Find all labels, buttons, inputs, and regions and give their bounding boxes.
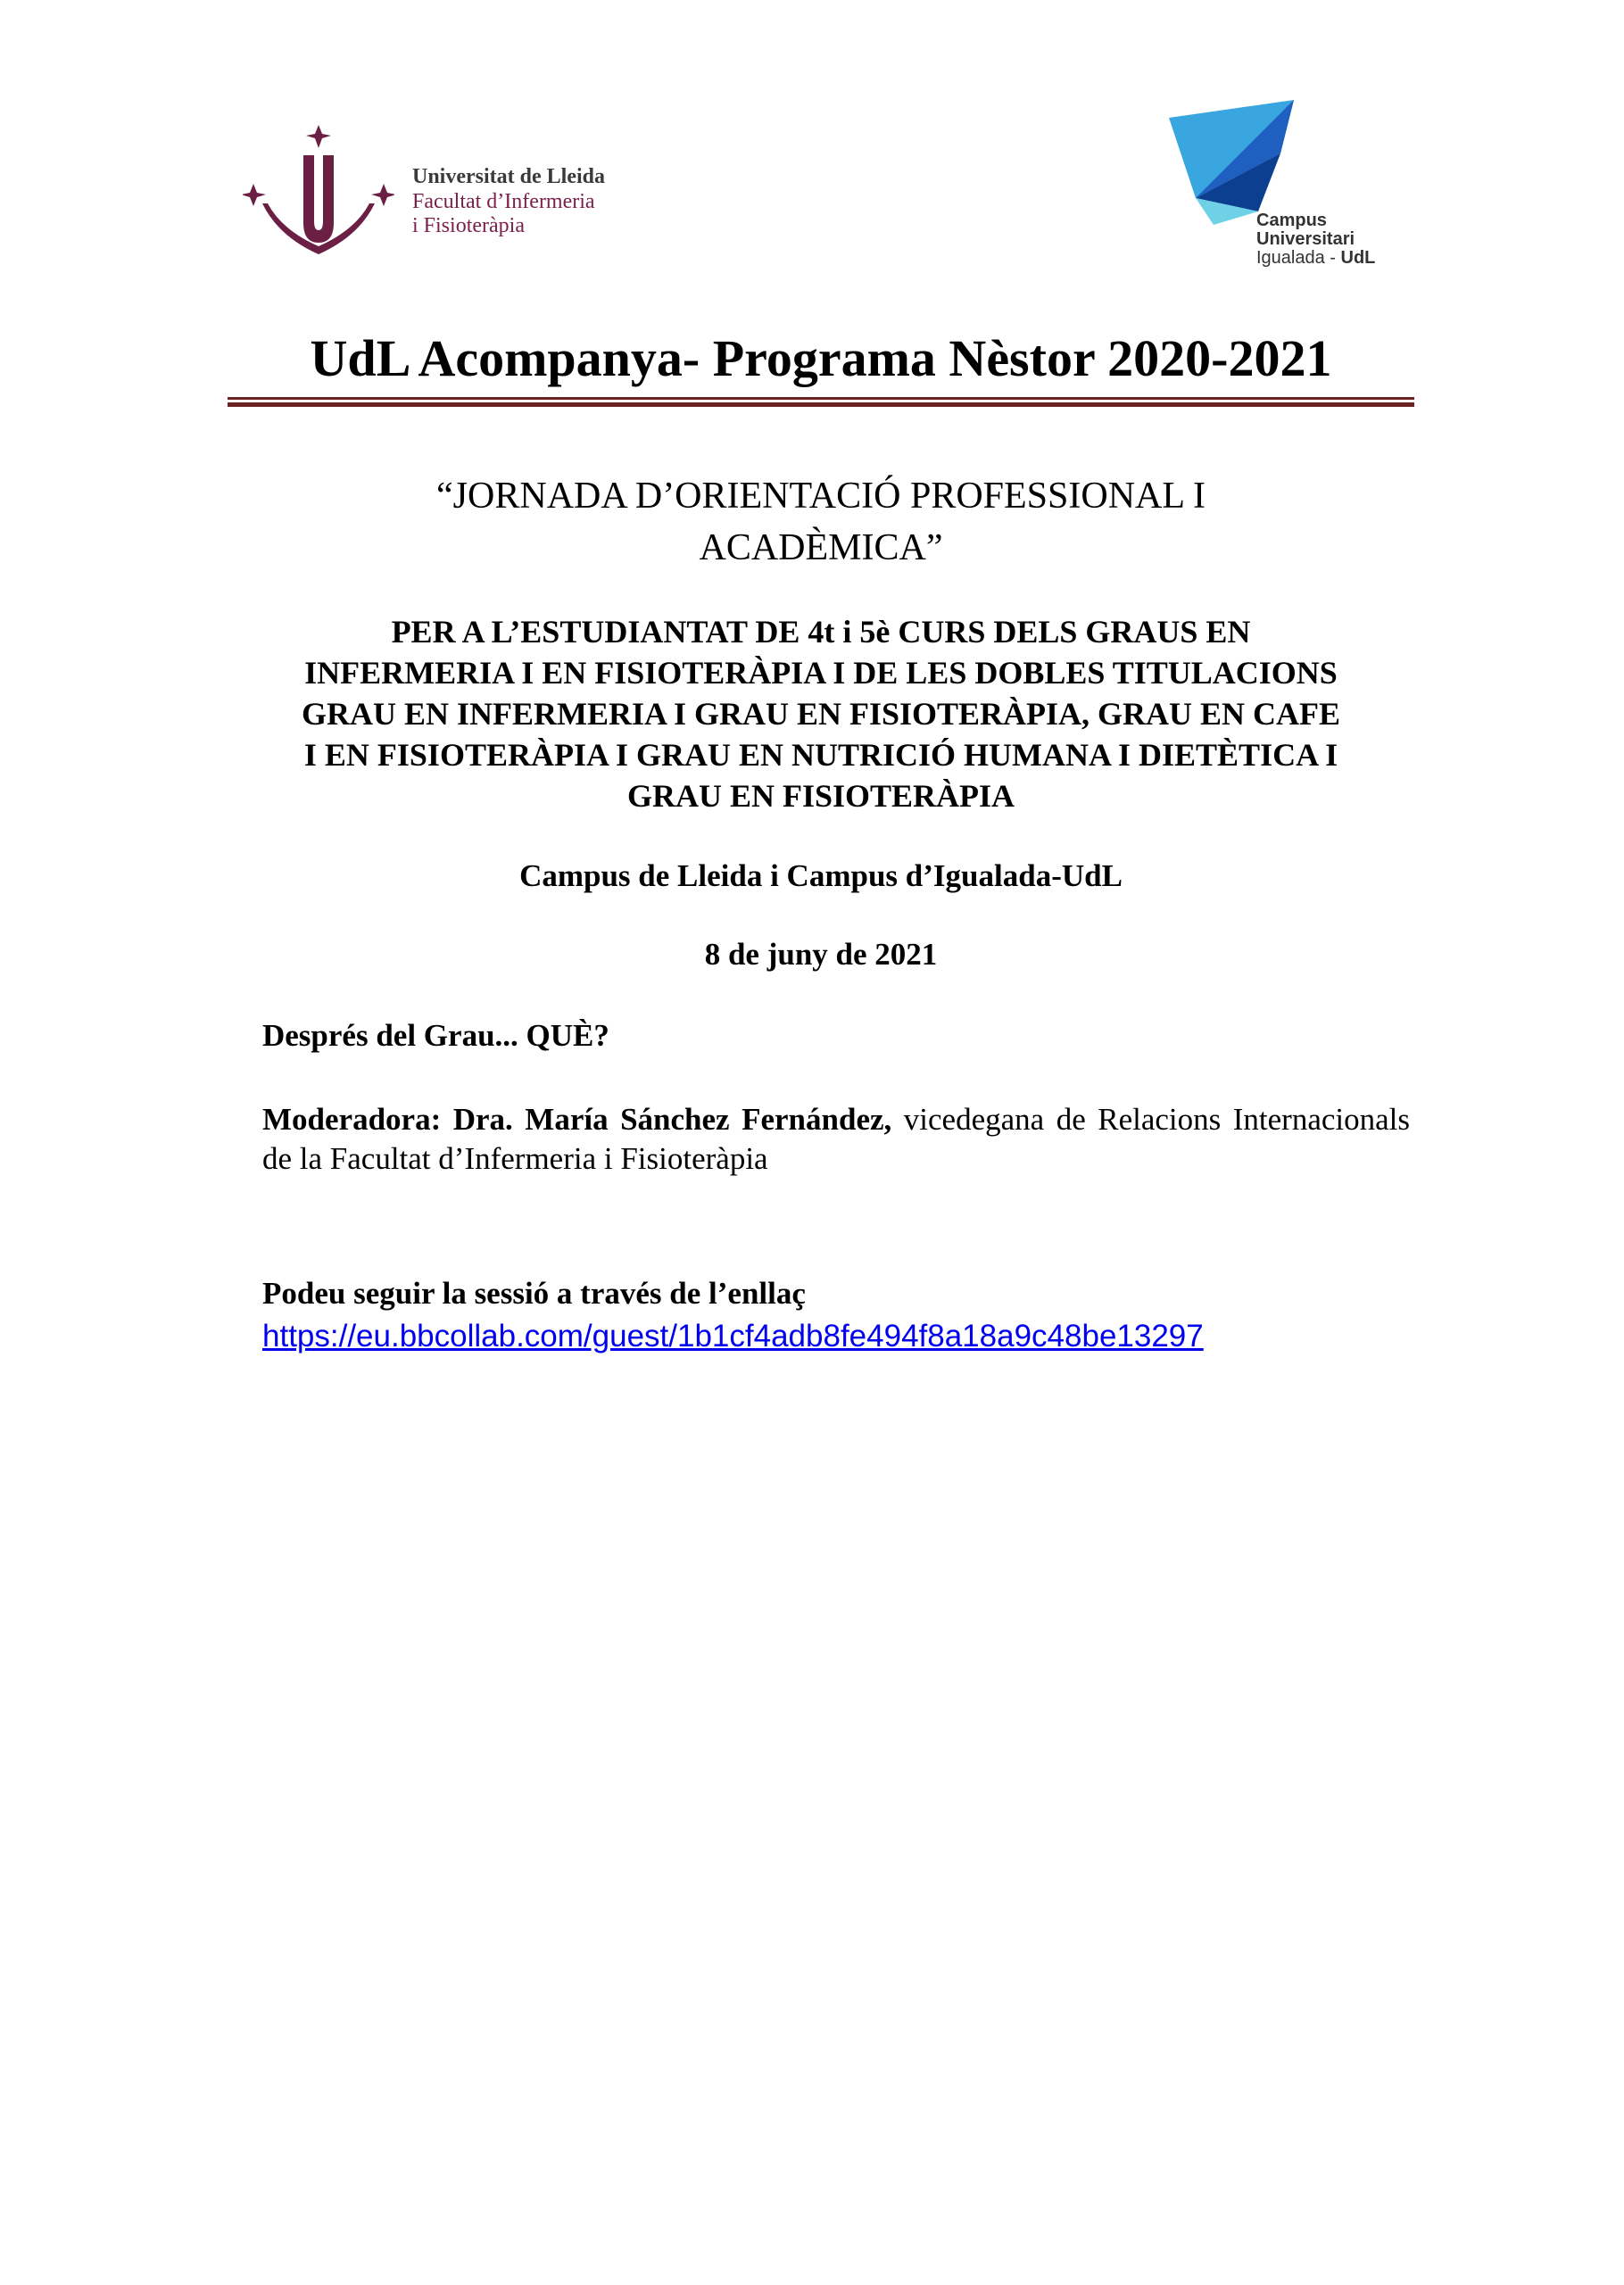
audience-description — [228, 611, 1414, 816]
audience-line2: INFERMERIA I EN FISIOTERÀPIA I DE LES DOBLES TITULACIONS — [304, 655, 1338, 691]
page-title: UdL Acompanya- Programa Nèstor 2020-2021 — [310, 329, 1332, 387]
campus-igualada-logo — [1160, 100, 1392, 278]
udl-emblem-icon — [243, 125, 394, 259]
title-divider-thick — [228, 402, 1414, 407]
event-heading — [228, 470, 1414, 574]
campus-logo-shape-icon — [1160, 100, 1312, 225]
udl-logo-text — [412, 165, 605, 239]
udl-faculty-line2: i Fisioteràpia — [412, 214, 525, 238]
audience-line1: PER A L’ESTUDIANTAT DE 4t i 5è CURS DELS GRAUS EN — [391, 614, 1251, 650]
event-date: 8 de juny de 2021 — [704, 937, 938, 972]
moderator-role: vicedegana de Relacions Internacionals de la Facultat d’Infermeria i Fisioteràpia — [262, 1102, 1410, 1176]
campus-logo-line3-prefix: Igualada - — [1256, 248, 1341, 268]
session-title: Després del Grau... QUÈ? — [262, 1018, 609, 1053]
campus-logo-text — [1256, 211, 1375, 268]
campus-logo-line3 — [1256, 249, 1375, 268]
udl-logo — [243, 125, 635, 259]
moderator-paragraph — [262, 1100, 1410, 1179]
event-heading-line2: ACADÈMICA” — [699, 527, 943, 568]
audience-line5: GRAU EN FISIOTERÀPIA — [626, 778, 1015, 814]
campus-logo-line3-bold: UdL — [1340, 248, 1376, 268]
audience-line3: GRAU EN INFERMERIA I GRAU EN FISIOTERÀPIA, GRAU EN CAFE — [301, 696, 1341, 732]
audience-line4: I EN FISIOTERÀPIA I GRAU EN NUTRICIÓ HUMANA I DIETÈTICA I — [303, 737, 1338, 773]
campus-logo-line1: Campus — [1256, 211, 1327, 230]
udl-faculty-line1: Facultat d’Infermeria — [412, 189, 595, 213]
event-heading-line1: “JORNADA D’ORIENTACIÓ PROFESSIONAL I — [436, 476, 1206, 517]
title-divider-thin — [228, 397, 1414, 400]
campus-logo-line2: Universitari — [1256, 229, 1355, 249]
campus-location: Campus de Lleida i Campus d’Igualada-UdL — [519, 858, 1123, 893]
udl-name: Universitat de Lleida — [412, 165, 605, 188]
moderator-name: Moderadora: Dra. María Sánchez Fernández, — [262, 1102, 892, 1137]
follow-session-text: Podeu seguir la sessió a través de l’enllaç — [262, 1276, 806, 1311]
title-divider — [228, 397, 1414, 408]
session-link[interactable]: https://eu.bbcollab.com/guest/1b1cf4adb8fe494f8a18a9c48be13297 — [262, 1319, 1204, 1354]
